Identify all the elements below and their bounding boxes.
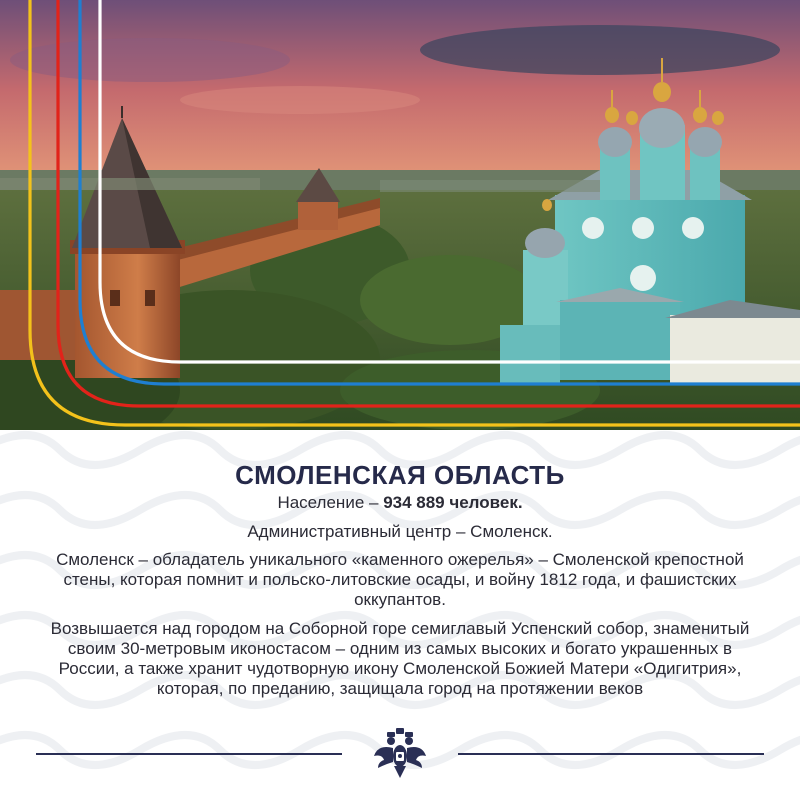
- population-label: Население –: [277, 493, 384, 512]
- population-line: [40, 492, 760, 513]
- region-title: СМОЛЕНСКАЯ ОБЛАСТЬ: [235, 460, 565, 490]
- admin-center: Административный центр – Смоленск.: [247, 522, 553, 541]
- fortress-paragraph: Смоленск – обладатель уникального «каменного ожерелья» – Смоленской крепостной стены, которая помнит и польско-литовские осады, и войну 1812 года, и фашистских оккупантов.: [56, 550, 744, 609]
- region-info: [40, 460, 760, 699]
- double-headed-eagle-icon: [370, 726, 430, 786]
- population-value: 934 889 человек.: [383, 493, 523, 512]
- cathedral-paragraph: Возвышается над городом на Соборной горе семиглавый Успенский собор, знаменитый своим 30-метровым иконостасом – одним из самых высоких и богато украшенных в России, а также хранит чудотворную икону Смоленской Божией Матери «Одигитрия», которая, по преданию, защищала город на протяжении веков: [50, 619, 750, 698]
- footer-divider-right: [458, 753, 764, 755]
- footer-divider-left: [36, 753, 342, 755]
